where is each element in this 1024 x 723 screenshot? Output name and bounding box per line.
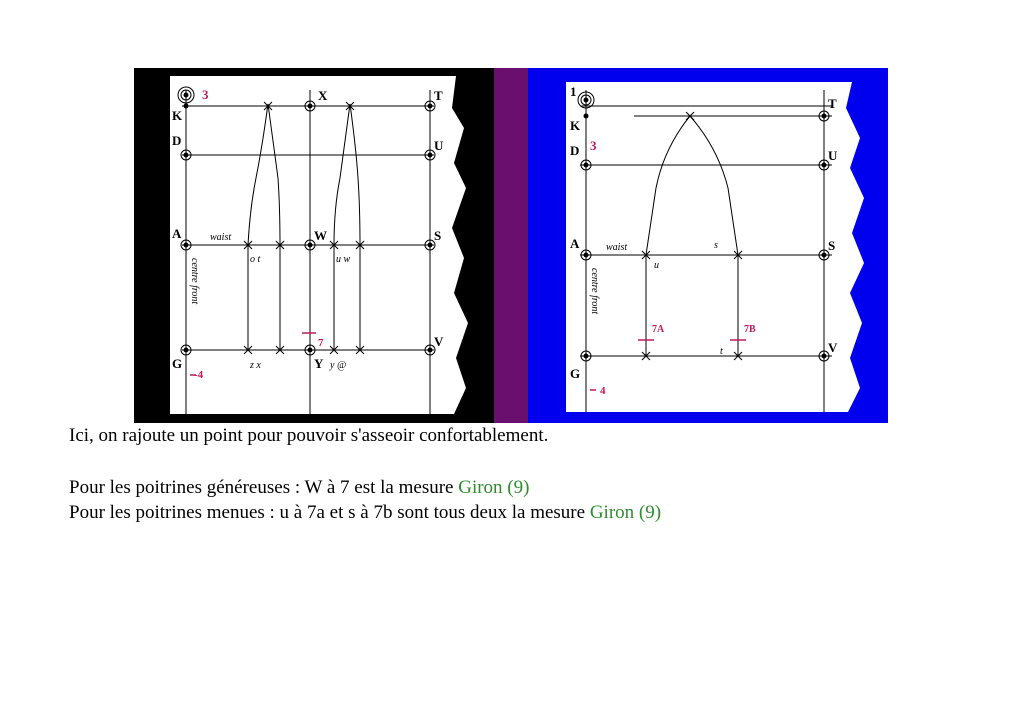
right-annot-t: t bbox=[720, 346, 723, 357]
right-label-S: S bbox=[828, 238, 836, 253]
paragraph-small bbox=[69, 502, 661, 524]
left-label-3: 3 bbox=[202, 87, 209, 102]
left-label-T: T bbox=[434, 88, 443, 103]
left-label-U: U bbox=[434, 138, 444, 153]
right-label-G: G bbox=[570, 366, 581, 381]
right-label-A: A bbox=[570, 236, 580, 251]
left-label-K: K bbox=[172, 108, 183, 123]
left-annot-centre-front: centre front bbox=[189, 258, 200, 305]
left-panel bbox=[170, 76, 468, 414]
right-label-D: D bbox=[570, 143, 580, 158]
right-label-4: 4 bbox=[600, 385, 606, 397]
paragraph-intro-text: Ici, on rajoute un point pour pouvoir s'asseoir confortablement. bbox=[69, 425, 549, 446]
right-label-7a: 7A bbox=[652, 324, 665, 335]
right-label-V: V bbox=[828, 340, 838, 355]
left-annot-zx: z x bbox=[250, 360, 261, 371]
paragraph-small-text: Pour les poitrines menues : u à 7a et s à 7b sont tous deux la mesure bbox=[69, 502, 590, 523]
right-annot-s: s bbox=[714, 240, 718, 251]
left-label-D: D bbox=[172, 133, 182, 148]
giron-link-2[interactable]: Giron (9) bbox=[589, 502, 662, 523]
paragraph-intro bbox=[69, 425, 548, 447]
right-label-3: 3 bbox=[590, 138, 597, 153]
paragraph-generous bbox=[69, 477, 529, 499]
left-label-S: S bbox=[434, 228, 442, 243]
right-annot-waist: waist bbox=[606, 242, 628, 253]
left-label-X: X bbox=[318, 88, 328, 103]
left-annot-y: y @ bbox=[330, 360, 347, 371]
left-annot-uw: u w bbox=[336, 254, 351, 265]
left-annot-ot: o t bbox=[250, 254, 261, 265]
paragraph-generous-text: Pour les poitrines généreuses : W à 7 est la mesure bbox=[69, 477, 459, 498]
giron-link-1[interactable]: Giron (9) bbox=[458, 477, 530, 498]
right-label-U: U bbox=[828, 148, 838, 163]
right-label-7b: 7B bbox=[744, 324, 756, 335]
pattern-figure bbox=[134, 68, 888, 423]
left-label-G: G bbox=[172, 356, 183, 371]
right-label-T: T bbox=[828, 96, 837, 111]
right-panel bbox=[566, 82, 864, 412]
left-label-W: W bbox=[314, 228, 327, 243]
right-annot-u: u bbox=[654, 260, 659, 271]
left-label-minus4: -4 bbox=[194, 369, 204, 381]
left-label-7: 7 bbox=[318, 337, 324, 349]
left-label-A: A bbox=[172, 226, 182, 241]
panel-divider bbox=[494, 68, 528, 423]
left-label-V: V bbox=[434, 334, 444, 349]
right-label-1: 1 bbox=[570, 84, 577, 99]
right-annot-centre-front: centre front bbox=[589, 268, 600, 315]
right-label-K: K bbox=[570, 118, 581, 133]
left-annot-waist: waist bbox=[210, 232, 232, 243]
left-label-Y: Y bbox=[314, 356, 324, 371]
